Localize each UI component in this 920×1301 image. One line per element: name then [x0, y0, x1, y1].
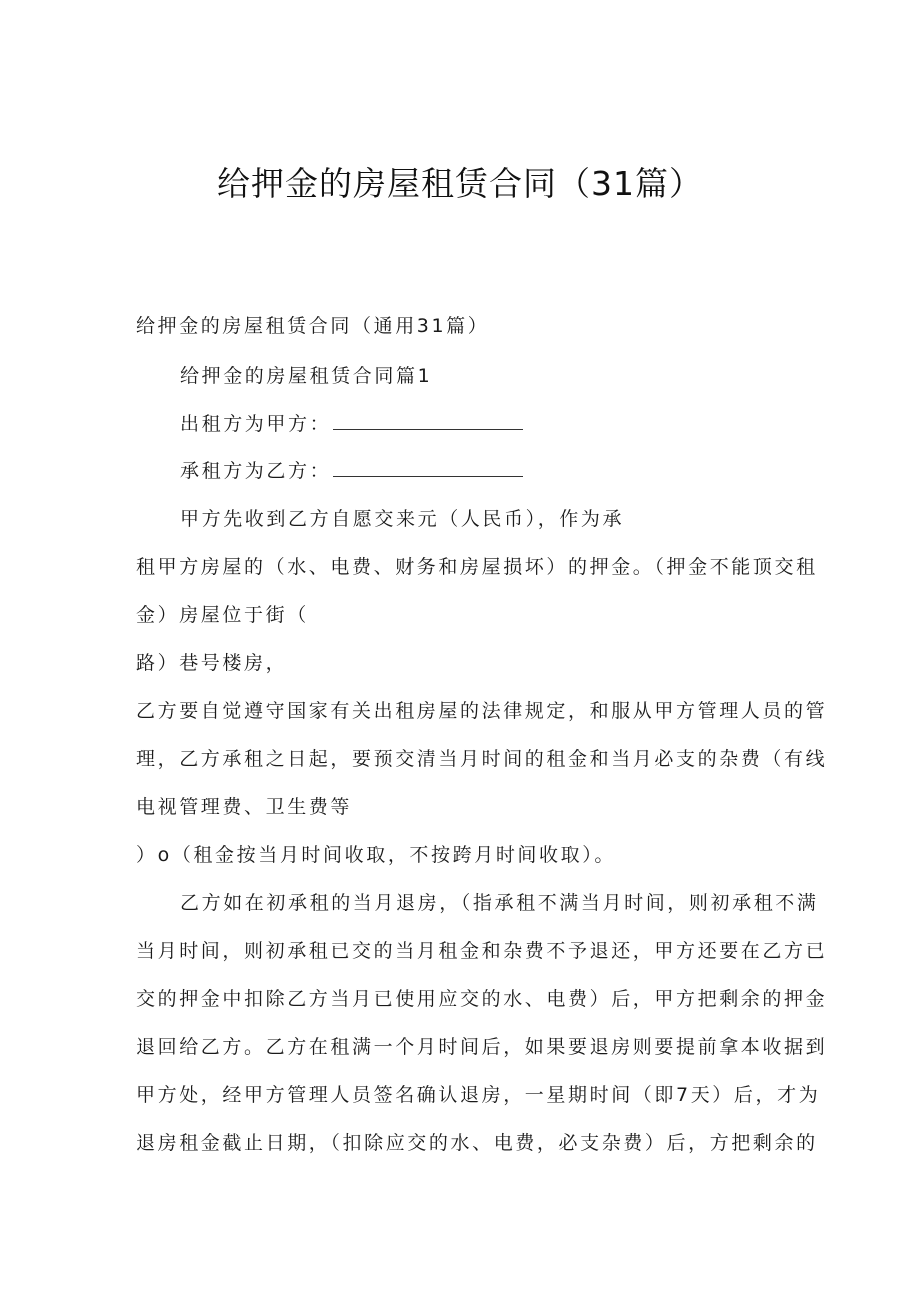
section-heading: 给押金的房屋租赁合同篇1 [180, 365, 433, 387]
lessee-label: 承租方为乙方： [180, 460, 332, 482]
subtitle-line: 给押金的房屋租赁合同（通用31篇） [136, 315, 490, 337]
paragraph-line: ）o（租金按当月时间收取，不按跨月时间收取）。 [136, 844, 616, 866]
paragraph-line: 交的押金中扣除乙方当月已使用应交的水、电费）后，甲方把剩余的押金 [136, 988, 828, 1010]
lessor-blank-underline [333, 411, 523, 430]
paragraph-line: 乙方如在初承租的当月退房，（指承租不满当月时间，则初承租不满 [180, 892, 819, 914]
paragraph-line: 乙方要自觉遵守国家有关出租房屋的法律规定，和服从甲方管理人员的管 [136, 700, 828, 722]
lessee-blank-underline [333, 458, 523, 477]
paragraph-line: 电视管理费、卫生费等 [136, 796, 353, 818]
paragraph-line: 退房租金截止日期，（扣除应交的水、电费，必支杂费）后，方把剩余的 [136, 1132, 818, 1154]
paragraph-line: 甲方处，经甲方管理人员签名确认退房，一星期时间（即7天）后，才为 [136, 1084, 821, 1106]
paragraph-line: 理，乙方承租之日起，要预交清当月时间的租金和当月必支的杂费（有线 [136, 748, 828, 770]
lessee-line [180, 458, 523, 484]
paragraph-line: 路）巷号楼房， [136, 652, 288, 674]
document-title: 给押金的房屋租赁合同（31篇） [217, 164, 703, 203]
paragraph-line: 甲方先收到乙方自愿交来元（人民币），作为承 [180, 508, 625, 530]
paragraph-line: 租甲方房屋的（水、电费、财务和房屋损坏）的押金。（押金不能顶交租 [136, 556, 818, 578]
paragraph-line: 退回给乙方。乙方在租满一个月时间后，如果要退房则要提前拿本收据到 [136, 1036, 828, 1058]
lessor-line [180, 411, 523, 437]
paragraph-line: 当月时间，则初承租已交的当月租金和杂费不予退还，甲方还要在乙方已 [136, 940, 828, 962]
paragraph-line: 金）房屋位于街（ [136, 604, 309, 626]
lessor-label: 出租方为甲方： [180, 413, 332, 435]
